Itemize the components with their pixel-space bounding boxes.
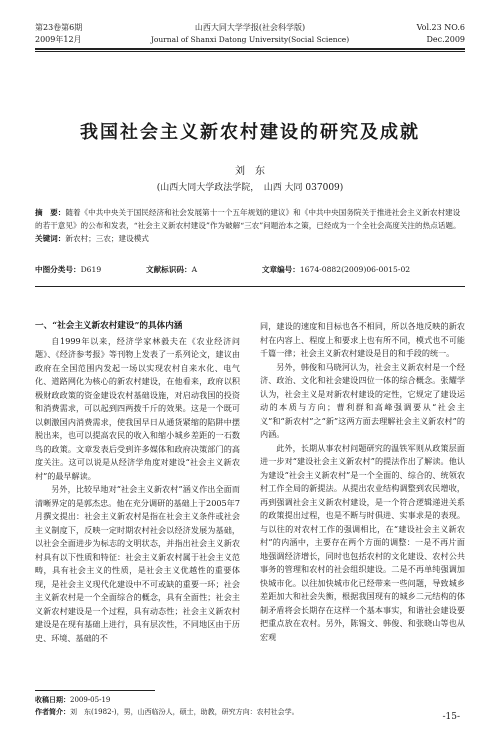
article-author: 刘 东 [235, 166, 265, 177]
paragraph: 同，建设的速度和目标也各不相同，所以各地反映的新农村在内容上、程度上和要求上也有所不同，模式也不可能千篇一律；社会主义新农村建设是目的和手段的统一。 [260, 321, 465, 358]
footnote-received [35, 694, 465, 706]
classification-row [35, 264, 465, 276]
journal-volume-issue: 第23卷第6期 [35, 23, 83, 32]
abstract-divider [35, 286, 465, 287]
abstract [35, 206, 465, 245]
author-affiliation: (山西大同大学政法学院， 山西 大同 037009) [156, 183, 344, 193]
clc-value: D619 [80, 265, 102, 274]
received-date: 2009-05-19 [70, 696, 111, 704]
article-no-label: 文章编号： [261, 265, 300, 274]
footnote-rule [35, 690, 155, 691]
doc-code-label: 文献标识码： [146, 265, 192, 274]
abstract-text: 随着《中共中央关于国民经济和社会发展第十一个五年规划的建议》和《中共中央国务院关于推进社会主义新农村建设的若干意见》的公布和发表，“社会主义新农村建设”作为破解“三农”问题治本之策，已经成为一个全社会高度关注的热点话题。 [35, 208, 461, 230]
author-bio-text: 刘 东(1982-)，男，山西临汾人，硕士，助教，研究方向：农村社会学。 [70, 708, 299, 716]
keywords-label: 关键词： [35, 234, 66, 243]
paragraph: 另外，韩俊和马晓河认为，社会主义新农村是一个经济、政治、文化和社会建设四位一体的综合概念。张耀学认为，社会主义是对新农村建设的定性，它规定了建设运动的本质与方向；曹利群和高峰强调要从“社会主义”和“新农村”之“新”这两方面去理解社会主义新农村”的内涵。 [260, 361, 465, 439]
header-rule-top [35, 48, 465, 50]
paragraph: 自1999年以来，经济学家林毅夫在《农业经济问题》、《经济参考报》等刊物上发表了一系列论文，建议由政府在全国范围内发起一场以实现农村自来水化、电气化、道路网化为核心的新农村建设，在他看来，政府以积极财政政策的资金建设农村基础设施，对启动我国的投资和消费需求，可以起到四两拨千斤的效果。这是一个既可以刺激国内消费需求，使我国早日从通货紧缩的陷阱中摆脱出来，也可以提高农民的收入和缩小城乡差距的一石数鸟的政策。文章发表后受到许多媒体和政府决策部门的高度关注。这可以说是从经济学角度对建设“社会主义新农村”的最早解读。 [35, 335, 240, 481]
clc-label: 中图分类号： [35, 265, 81, 274]
page-number: -15- [442, 712, 460, 722]
doc-code-value: A [191, 265, 198, 274]
received-label: 收稿日期： [35, 695, 70, 704]
journal-date-en: Dec.2009 [426, 35, 465, 44]
article-no-value: 1674-0882(2009)06-0015-02 [299, 265, 411, 274]
keywords-text: 新农村；三农；建设模式 [65, 234, 149, 243]
body-right-column [260, 320, 465, 644]
author-bio-label: 作者简介： [35, 707, 70, 716]
section-heading: 一、“社会主义新农村建设”的具体内涵 [35, 321, 183, 331]
body-left-column [35, 320, 240, 645]
abstract-label: 摘 要： [35, 208, 66, 217]
journal-date: 2009年12月 [35, 35, 82, 44]
journal-name-cn: 山西大同大学学报(社会科学版) [194, 23, 306, 32]
header-rule-bottom [35, 51, 465, 52]
paragraph: 另外，比较早地对“社会主义新农村”涵义作出全面而清晰界定的是郭杰忠。他在充分调研的基础上于2005年7月撰文提出：社会主义新农村是指在社会主义条件或社会主义制度下，反映一定时期农村社会以经济发展为基础，以社会全面进步为标志的文明状态，并指出社会主义新农村具有以下性质和特征：社会主义新农村属于社会主义范畴，具有社会主义的性质，是社会主义优越性的重要体现，是社会主义现代化建设中不可或缺的重要一环；社会主义新农村是一个全面综合的概念，具有全面性；社会主义新农村建设是一个过程，具有动态性；社会主义新农村建设是在现有基础上进行，具有层次性，不同地区由于历史、环境、基础的不 [35, 484, 240, 643]
journal-volume-en: Vol.23 NO.6 [416, 23, 465, 32]
paragraph: 此外，长期从事农村问题研究的温铁军则从政策层面进一步对“建设社会主义新农村”的提法作出了解读。他认为建设“社会主义新农村”是一个全面的、综合的、统领农村工作全局的新提法。从提出农业结构调整到农民增收，再到强调社会主义新农村建设，是一个符合逻辑递进关系的政策提出过程，也是不断与时俱进、实事求是的表现。与以往的对农村工作的强调相比，在“建设社会主义新农村”的内涵中，主要存在两个方面的调整：一是不再片面地强调经济增长，同时也包括农村的文化建设、农村公共事务的管理和农村的社会组织建设。二是不再单纯强调加快城市化。以往加快城市化已经带来一些问题，导致城乡差距加大和社会失衡，根据我国现有的城乡二元结构的体制矛盾将会长期存在这样一个基本事实，和谐社会建设要把重点放在农村。另外，陈锡文、韩俊、和张晓山等也从宏观 [260, 442, 465, 642]
journal-name-en: Journal of Shanxi Datong University(Social Science) [150, 35, 350, 44]
article-title: 我国社会主义新农村建设的研究及成就 [80, 122, 420, 143]
footnote-author-bio [35, 706, 465, 718]
